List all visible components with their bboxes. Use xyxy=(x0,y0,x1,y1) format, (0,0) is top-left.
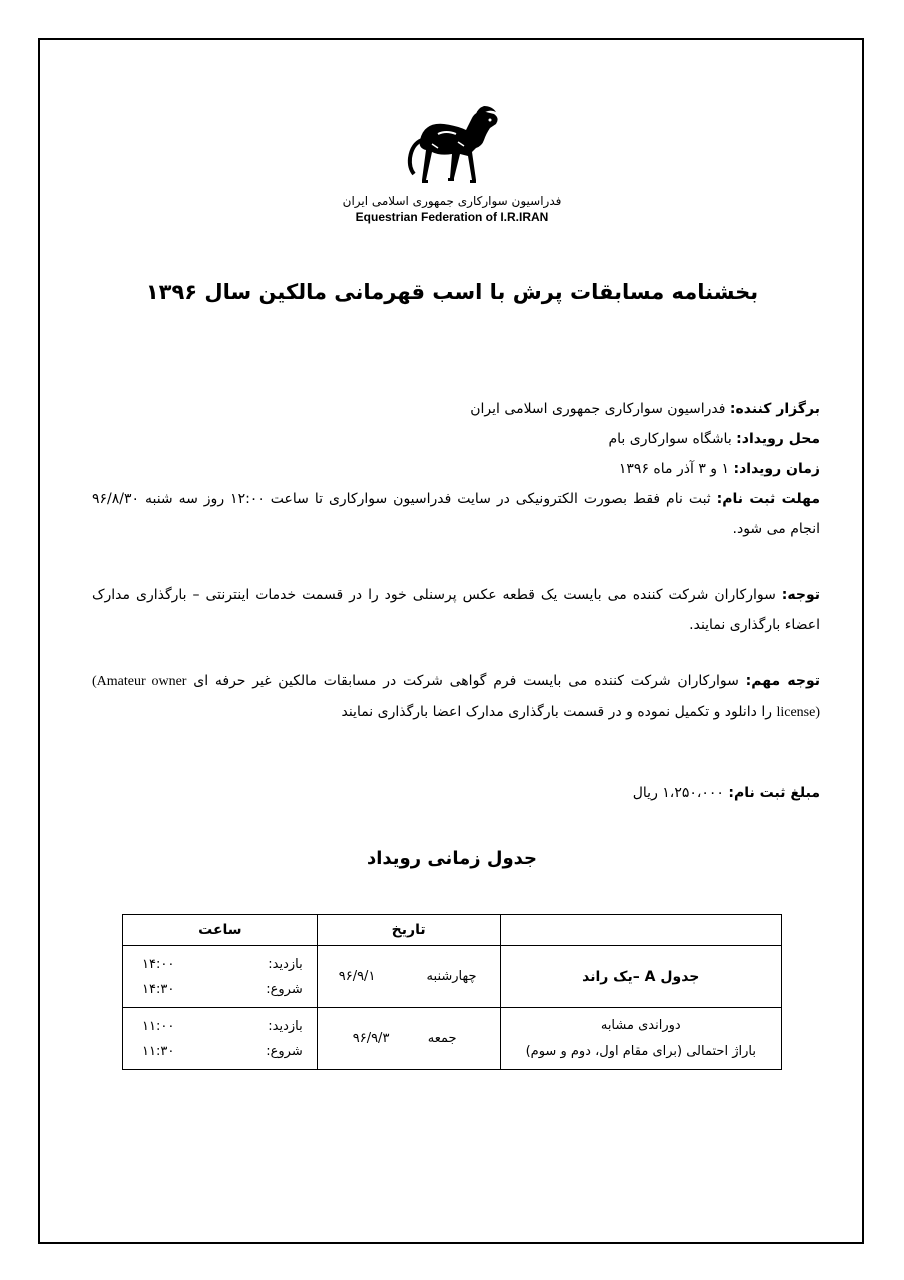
fee-value: ۱،۲۵۰،۰۰۰ ریال xyxy=(632,785,729,801)
note-label: توجه: xyxy=(781,587,820,603)
visit-label: بازدید: xyxy=(268,1018,303,1034)
event-line-1: دوراندی مشابه xyxy=(600,1017,681,1033)
header-time: ساعت xyxy=(123,915,318,946)
deadline-label: مهلت ثبت نام: xyxy=(716,491,821,507)
organizer-line xyxy=(92,394,820,424)
visit-time: ۱۴:۰۰ xyxy=(142,956,175,972)
document-title: بخشنامه مسابقات پرش با اسب قهرمانی مالکین سال ۱۳۹۶ xyxy=(145,280,759,304)
deadline-line xyxy=(92,484,820,544)
start-label: شروع: xyxy=(266,981,303,997)
time-cell xyxy=(123,1008,318,1070)
event-line-2: باراژ احتمالی (برای مقام اول، دوم و سوم) xyxy=(525,1043,756,1059)
schedule-table xyxy=(122,914,782,1070)
federation-name-fa: فدراسیون سوارکاری جمهوری اسلامی ایران xyxy=(342,194,562,208)
date-cell xyxy=(317,946,500,1008)
license-name: (Amateur owner license) xyxy=(92,674,820,720)
organizer-label: برگزار کننده: xyxy=(729,401,820,417)
fee-paragraph xyxy=(92,778,820,808)
date-value: ۱ و ۳ آذر ماه ۱۳۹۶ xyxy=(618,461,734,477)
important-note-text-after: را دانلود و تکمیل نموده و در قسمت بارگذاری مدارک اعضا بارگذاری نمایند xyxy=(341,704,777,720)
event-cell: جدول A –یک راند xyxy=(500,946,781,1008)
important-note-text-before: سوارکاران شرکت کننده می بایست فرم گواهی شرکت در مسابقات مالکین غیر حرفه ای xyxy=(186,673,746,689)
horse-icon xyxy=(392,100,512,190)
start-label: شروع: xyxy=(266,1043,303,1059)
start-time: ۱۱:۳۰ xyxy=(142,1043,175,1059)
date-line xyxy=(92,454,820,484)
important-note-paragraph xyxy=(92,666,820,728)
time-cell xyxy=(123,946,318,1008)
visit-label: بازدید: xyxy=(268,956,303,972)
venue-label: محل رویداد: xyxy=(736,431,820,447)
header-date: تاریخ xyxy=(317,915,500,946)
date-label: زمان رویداد: xyxy=(733,461,820,477)
important-note-label: توجه مهم: xyxy=(745,673,820,689)
date: ۹۶/۹/۳ xyxy=(352,1031,390,1046)
event-details xyxy=(92,394,820,544)
note-paragraph xyxy=(92,580,820,640)
organizer-value: فدراسیون سوارکاری جمهوری اسلامی ایران xyxy=(470,401,730,417)
table-header-row xyxy=(123,915,782,946)
deadline-value: ثبت نام فقط بصورت الکترونیکی در سایت فدراسیون سوارکاری تا ساعت ۱۲:۰۰ روز سه شنبه ۹۶/۸/۳۰ انجام می شود. xyxy=(92,491,820,537)
note-text: سوارکاران شرکت کننده می بایست یک قطعه عکس پرسنلی خود را در قسمت خدمات اینترنتی – بارگذاری مدارک اعضاء بارگذاری نمایند. xyxy=(92,587,820,633)
day: چهارشنبه xyxy=(426,969,477,984)
fee-label: مبلغ ثبت نام: xyxy=(728,785,820,801)
day: جمعه xyxy=(427,1031,457,1046)
date: ۹۶/۹/۱ xyxy=(338,969,376,984)
table-row xyxy=(123,946,782,1008)
federation-logo xyxy=(0,100,904,224)
schedule-title: جدول زمانی رویداد xyxy=(366,848,538,869)
date-cell xyxy=(317,1008,500,1070)
start-time: ۱۴:۳۰ xyxy=(142,981,175,997)
table-row xyxy=(123,1008,782,1070)
federation-name-en: Equestrian Federation of I.R.IRAN xyxy=(355,210,549,224)
venue-line xyxy=(92,424,820,454)
event-cell xyxy=(500,1008,781,1070)
header-event xyxy=(500,915,781,946)
venue-value: باشگاه سوارکاری بام xyxy=(608,431,737,447)
visit-time: ۱۱:۰۰ xyxy=(142,1018,175,1034)
